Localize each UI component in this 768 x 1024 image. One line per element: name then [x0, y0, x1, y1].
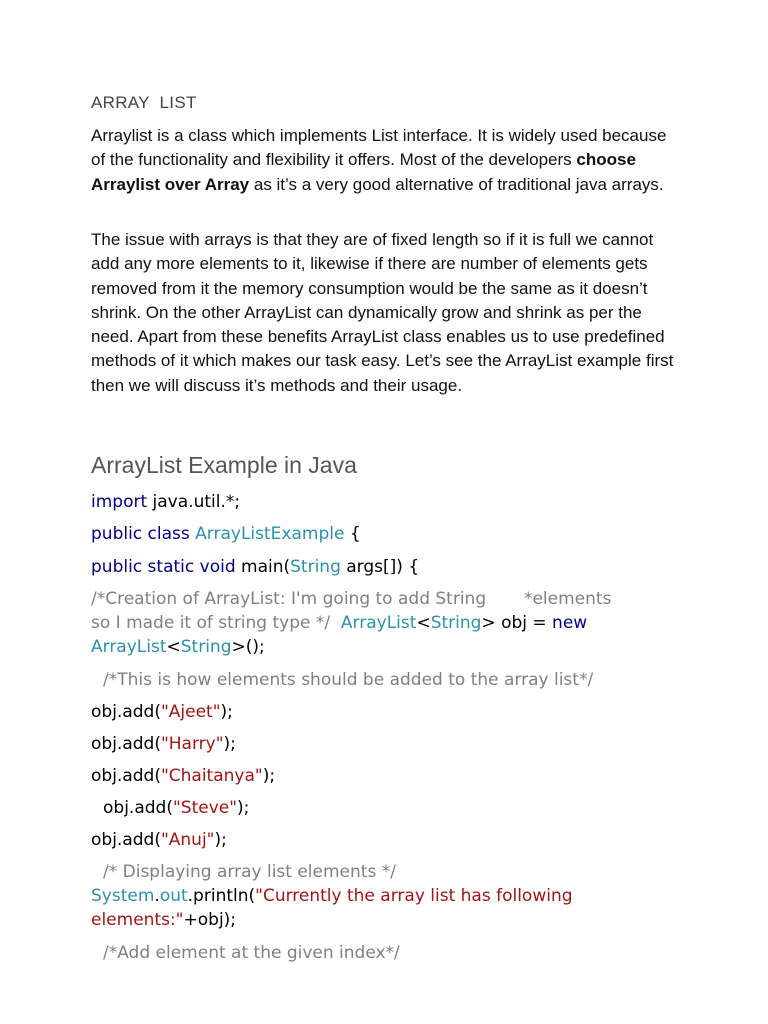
code-text: java.util.*;: [147, 492, 241, 512]
code-text: {: [344, 524, 361, 544]
code-type: System: [91, 886, 155, 906]
code-text: obj.add(: [91, 830, 161, 850]
code-comment: /*This is how elements should be added to the array list*/: [103, 670, 594, 690]
code-comment: /* Displaying array list elements */: [103, 862, 396, 882]
code-string: "Currently the array list has following: [255, 886, 573, 906]
code-keyword: public class: [91, 524, 190, 544]
code-text: .println(: [187, 886, 256, 906]
code-class-line: [91, 522, 691, 546]
code-comment-line: [103, 860, 703, 884]
code-text: );: [262, 766, 276, 786]
code-type: String: [180, 637, 232, 657]
code-comment-line: [103, 668, 703, 692]
code-println-line: [91, 884, 691, 908]
code-string: "Steve": [172, 798, 238, 818]
code-main-line: [91, 555, 691, 579]
code-import-line: [91, 490, 691, 514]
code-type: ArrayList: [340, 613, 417, 633]
code-add-line: [91, 732, 691, 756]
intro-text-1: Arraylist is a class which implements List interface. It is widely used because of the functionality and flexibility it offers. Most of the developers: [91, 126, 667, 170]
intro-bold-text: choose Arraylist over Array: [91, 150, 636, 194]
code-comment-line: [103, 941, 703, 965]
code-println-line-2: [91, 908, 691, 932]
code-text: obj.add(: [103, 798, 173, 818]
intro-text-2: as it’s a very good alternative of traditional java arrays.: [249, 174, 664, 194]
code-string: "Ajeet": [160, 702, 221, 722]
code-string: elements:": [91, 910, 184, 930]
code-keyword: new: [552, 613, 588, 633]
code-text: );: [223, 734, 236, 754]
code-text: +obj);: [183, 910, 237, 930]
code-type: String: [290, 557, 341, 577]
code-declaration-line-2: [91, 635, 691, 659]
arrays-issue-paragraph: The issue with arrays is that they are of fixed length so if it is full we cannot add any more elements to it, likewise if there are number of elements gets removed from it the memory consumption would be the same as it doesn’t shrink. On the other ArrayList can dynamically grow and shrink as per the need. Apart from these benefits ArrayList class enables us to use predefined methods of it which makes our task easy. Let’s see the ArrayList example first then we will discuss it’s methods and their usage.: [91, 230, 674, 395]
code-comment: /*Add element at the given index*/: [103, 943, 400, 963]
code-text: obj.add(: [91, 766, 161, 786]
code-text: main(: [235, 557, 291, 577]
code-keyword: public static void: [91, 557, 236, 577]
code-text: <: [416, 613, 431, 633]
code-add-line: [91, 764, 691, 788]
code-text: <: [166, 637, 181, 657]
code-add-line: [103, 796, 703, 820]
page-title: ARRAY LIST: [91, 93, 197, 112]
code-string: "Chaitanya": [160, 766, 263, 786]
example-heading: ArrayList Example in Java: [91, 452, 357, 478]
code-add-line: [91, 828, 691, 852]
code-comment: so I made it of string type */: [91, 613, 331, 633]
code-keyword: import: [91, 492, 148, 512]
code-text: );: [237, 798, 250, 818]
code-type: ArrayListExample: [195, 524, 345, 544]
code-string: "Anuj": [160, 830, 215, 850]
code-text: > obj =: [481, 613, 553, 633]
intro-paragraph: [91, 124, 681, 197]
code-type: ArrayList: [91, 637, 167, 657]
code-type: String: [430, 613, 482, 633]
code-add-line: [91, 700, 691, 724]
code-text: args[]) {: [340, 557, 420, 577]
code-text: .: [154, 886, 160, 906]
code-declaration-line: [91, 611, 691, 635]
code-text: obj.add(: [91, 702, 161, 722]
code-type: out: [159, 886, 188, 906]
code-comment: /*Creation of ArrayList: I'm going to add String *elements: [91, 589, 612, 609]
code-string: "Harry": [160, 734, 224, 754]
code-text: );: [214, 830, 227, 850]
code-text: );: [220, 702, 233, 722]
code-text: >();: [231, 637, 265, 657]
code-comment-line: [91, 587, 691, 611]
code-text: obj.add(: [91, 734, 161, 754]
